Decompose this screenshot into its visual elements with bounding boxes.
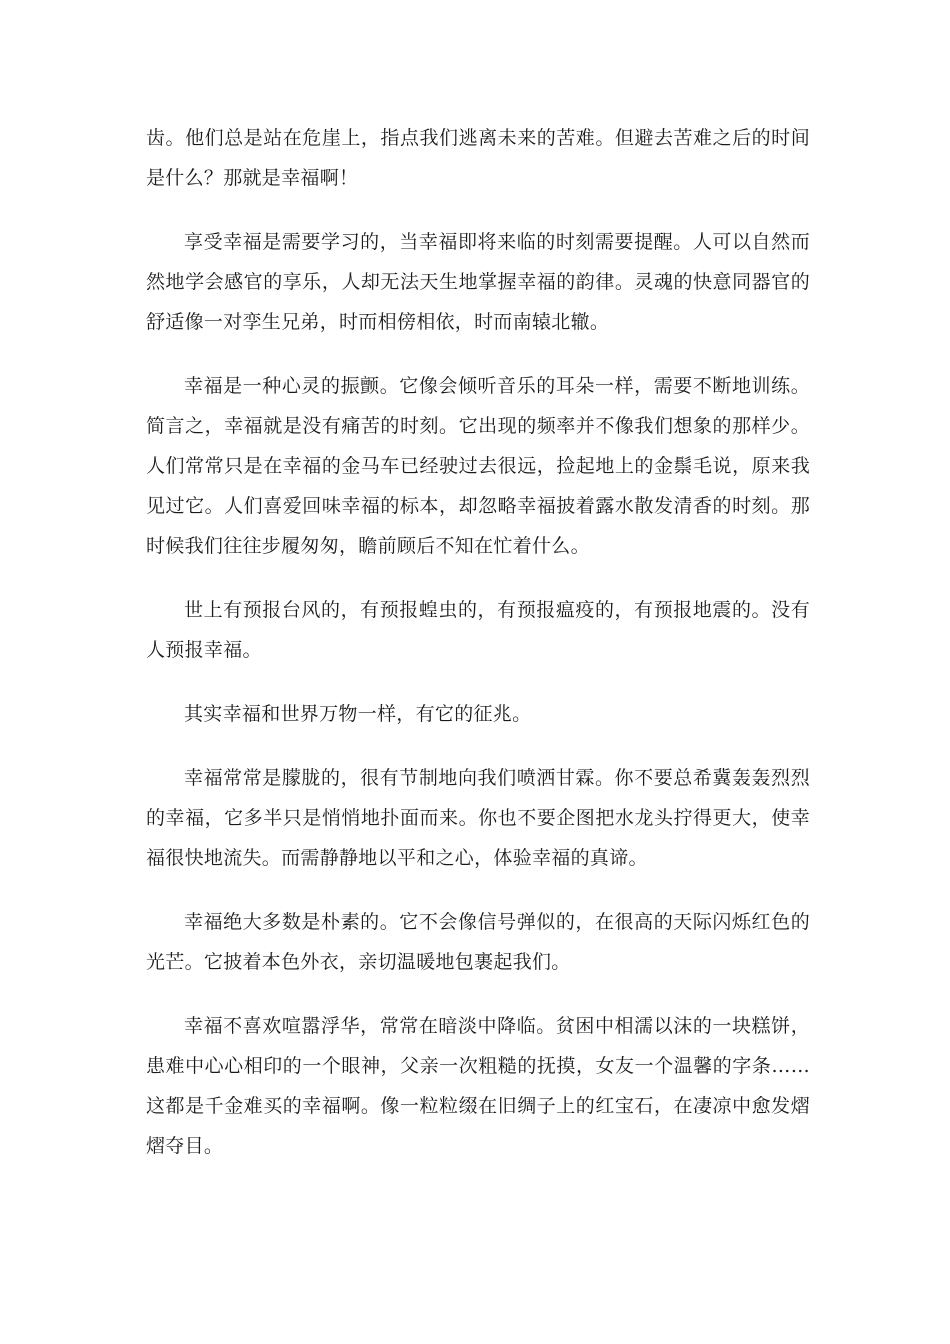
- paragraph-continued: 齿。他们总是站在危崖上，指点我们逃离未来的苦难。但避去苦难之后的时间是什么？那就是幸福啊！: [146, 127, 810, 189]
- paragraph: 其实幸福和世界万物一样，有它的征兆。: [184, 703, 532, 725]
- paragraph: 幸福是一种心灵的振颤。它像会倾听音乐的耳朵一样，需要不断地训练。简言之，幸福就是没有痛苦的时刻。它出现的频率并不像我们想象的那样少。人们常常只是在幸福的金马车已经驶过去很远，捡起地上的金鬃毛说，原来我见过它。人们喜爱回味幸福的标本，却忽略幸福披着露水散发清香的时刻。那时候我们往往步履匆匆，瞻前顾后不知在忙着什么。: [146, 375, 810, 557]
- paragraph: 幸福常常是朦胧的，很有节制地向我们喷洒甘霖。你不要总希冀轰轰烈烈的幸福，它多半只是悄悄地扑面而来。你也不要企图把水龙头拧得更大，使幸福很快地流失。而需静静地以平和之心，体验幸福的真谛。: [146, 767, 810, 869]
- paragraph: 幸福不喜欢喧嚣浮华，常常在暗淡中降临。贫困中相濡以沫的一块糕饼，患难中心心相印的一个眼神，父亲一次粗糙的抚摸，女友一个温馨的字条……这都是千金难买的幸福啊。像一粒粒缀在旧绸子上的红宝石，在凄凉中愈发熠熠夺目。: [146, 1015, 810, 1157]
- paragraph: 世上有预报台风的，有预报蝗虫的，有预报瘟疫的，有预报地震的。没有人预报幸福。: [146, 599, 810, 661]
- paragraph: 幸福绝大多数是朴素的。它不会像信号弹似的，在很高的天际闪烁红色的光芒。它披着本色外衣，亲切温暖地包裹起我们。: [146, 911, 810, 973]
- paragraph: 享受幸福是需要学习的，当幸福即将来临的时刻需要提醒。人可以自然而然地学会感官的享乐，人却无法天生地掌握幸福的韵律。灵魂的快意同器官的舒适像一对孪生兄弟，时而相傍相依，时而南辕北辙。: [146, 231, 810, 333]
- document-body: [146, 118, 810, 1190]
